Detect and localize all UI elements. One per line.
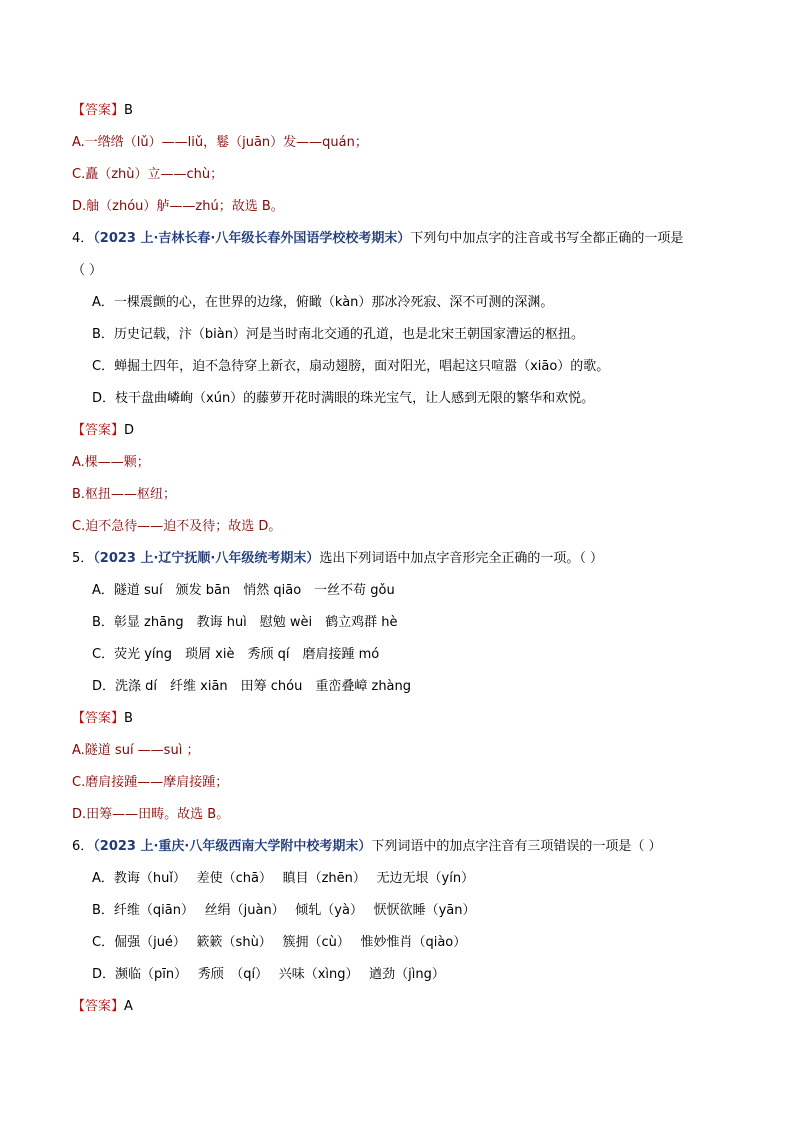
option-b: B．历史记载，汴（biàn）河是当时南北交通的孔道，也是北宋王朝国家漕运的枢扭。 bbox=[92, 327, 584, 342]
question-5 bbox=[72, 550, 603, 568]
explanation-line: A.一绺绺（lǔ）——liǔ，鬈（juān）发——quán； bbox=[72, 135, 368, 150]
explanation-line: B.枢扭——枢纽； bbox=[72, 487, 177, 502]
answer-line bbox=[72, 710, 133, 728]
question-4 bbox=[72, 230, 683, 248]
option-a: A．隧道 suí 颁发 bān 悄然 qiāo 一丝不苟 gǒu bbox=[92, 583, 395, 598]
question-source: （2023 上·吉林长春·八年级长春外国语学校校考期末） bbox=[93, 231, 411, 246]
explanation-line: D.舳（zhóu）舻——zhú；故选 B。 bbox=[72, 199, 284, 214]
option-b: B．纤维（qiān） 丝绢（juàn） 倾轧（yà） 恹恹欲睡（yān） bbox=[92, 903, 476, 918]
answer-value: D bbox=[124, 423, 135, 438]
answer-value: A bbox=[124, 999, 133, 1014]
answer-label: 【答案】 bbox=[72, 423, 125, 438]
option-d: D．濒临（pīn） 秀颀 （qí） 兴味（xìng） 遒劲（jìng） bbox=[92, 967, 445, 982]
answer-value: B bbox=[124, 103, 133, 118]
question-number: 5． bbox=[72, 551, 94, 566]
answer-line bbox=[72, 102, 133, 120]
answer-value: B bbox=[124, 711, 133, 726]
question-source: （2023 上·重庆·八年级西南大学附中校考期末） bbox=[93, 839, 372, 854]
explanation-line: C.矗（zhù）立——chù； bbox=[72, 167, 224, 182]
explanation-line: C.迫不急待——迫不及待；故选 D。 bbox=[72, 519, 282, 534]
explanation-line: C.磨肩接踵——摩肩接踵； bbox=[72, 775, 229, 790]
option-a: A．一棵震颤的心，在世界的边缘，俯瞰（kàn）那冰冷死寂、深不可测的深渊。 bbox=[92, 295, 554, 310]
option-c: C．荧光 yíng 琐屑 xiè 秀颀 qí 磨肩接踵 mó bbox=[92, 647, 380, 662]
question-text: 选出下列词语中加点字音形完全正确的一项。（ ） bbox=[319, 551, 604, 566]
question-text: 下列句中加点字的注音或书写全都正确的一项是 bbox=[410, 231, 684, 246]
question-6 bbox=[72, 838, 662, 856]
explanation-line: A.隧道 suí ——suì ； bbox=[72, 743, 200, 758]
option-d: D．枝干盘曲嶙峋（xún）的藤萝开花时满眼的珠光宝气，让人感到无限的繁华和欢悦。 bbox=[92, 391, 595, 406]
option-a: A．教诲（huǐ） 差使（chā） 瞋目（zhēn） 无边无垠（yín） bbox=[92, 871, 475, 886]
option-b: B．彰显 zhāng 教诲 huì 慰勉 wèi 鹤立鸡群 hè bbox=[92, 615, 398, 630]
answer-line bbox=[72, 998, 133, 1016]
question-text: 下列词语中的加点字注音有三项错误的一项是（ ） bbox=[371, 839, 662, 854]
option-c: C．倔强（jué） 簌簌（shù） 簇拥（cù） 惟妙惟肖（qiào） bbox=[92, 935, 467, 950]
question-number: 4． bbox=[72, 231, 94, 246]
explanation-line: A.棵——颗； bbox=[72, 455, 150, 470]
question-source: （2023 上·辽宁抚顺·八年级统考期末） bbox=[93, 551, 320, 566]
option-c: C．蝉掘土四年，迫不急待穿上新衣，扇动翅膀，面对阳光，唱起这只喧嚣（xiāo）的歌。 bbox=[92, 359, 610, 374]
explanation-line: D.田筹——田畴。故选 B。 bbox=[72, 807, 230, 822]
answer-line bbox=[72, 422, 134, 440]
answer-label: 【答案】 bbox=[72, 711, 125, 726]
option-d: D．洗涤 dí 纤维 xiān 田筹 chóu 重峦叠嶂 zhàng bbox=[92, 679, 412, 694]
question-number: 6． bbox=[72, 839, 94, 854]
question-continuation: （ ） bbox=[72, 263, 103, 278]
answer-label: 【答案】 bbox=[72, 999, 125, 1014]
answer-label: 【答案】 bbox=[72, 103, 125, 118]
